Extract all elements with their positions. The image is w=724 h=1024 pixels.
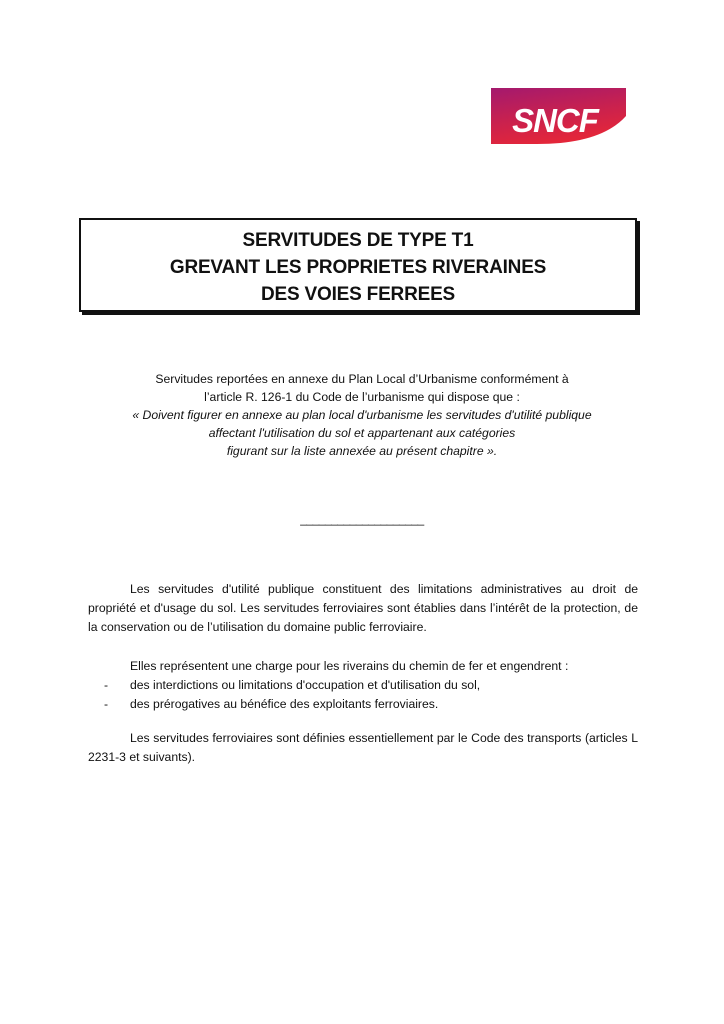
bullet-text-1: des interdictions ou limitations d'occupation et d'utilisation du sol, xyxy=(130,678,481,692)
paragraph-2: Elles représentent une charge pour les riverains du chemin de fer et engendrent : xyxy=(130,659,569,673)
sncf-logo-mark xyxy=(489,86,629,146)
bullet-dash: - xyxy=(104,678,109,692)
bullet-item xyxy=(88,676,638,695)
quote-line-1: « Doivent figurer en annexe au plan local d'urbanisme les servitudes d'utilité publique xyxy=(132,408,592,422)
title-line-2: GREVANT LES PROPRIETES RIVERAINES xyxy=(169,257,547,278)
quote-line-3: figurant sur la liste annexée au présent chapitre ». xyxy=(226,444,498,458)
paragraph-1: Les servitudes d'utilité publique constituent des limitations administratives au droit de propriété et d'usage du sol. Les servitudes ferroviaires sont établies dans l’intérêt de la protection, de la conservation ou de l’utilisation du domaine public ferroviaire. xyxy=(88,582,638,634)
title-line-1: SERVITUDES DE TYPE T1 xyxy=(242,230,474,251)
bullet-list xyxy=(88,676,638,714)
quote-line-2: affectant l'utilisation du sol et appartenant aux catégories xyxy=(208,426,516,440)
intro-line-1: Servitudes reportées en annexe du Plan Local d’Urbanisme conformément à xyxy=(155,372,569,386)
bullet-text-2: des prérogatives au bénéfice des exploitants ferroviaires. xyxy=(130,697,439,711)
intro-text xyxy=(100,370,624,460)
paragraph-3: Les servitudes ferroviaires sont définies essentiellement par le Code des transports (articles L 2231-3 et suivants). xyxy=(88,731,638,764)
bullet-dash: - xyxy=(104,697,109,711)
bullet-item xyxy=(88,695,638,714)
sncf-logo xyxy=(489,86,629,146)
separator-line: ____________________ xyxy=(300,512,424,526)
title-box xyxy=(79,218,637,312)
sncf-logo-text: SNCF xyxy=(512,102,598,139)
intro-line-2: l’article R. 126-1 du Code de l’urbanisme qui dispose que : xyxy=(204,390,520,404)
title-line-3: DES VOIES FERREES xyxy=(260,284,456,305)
